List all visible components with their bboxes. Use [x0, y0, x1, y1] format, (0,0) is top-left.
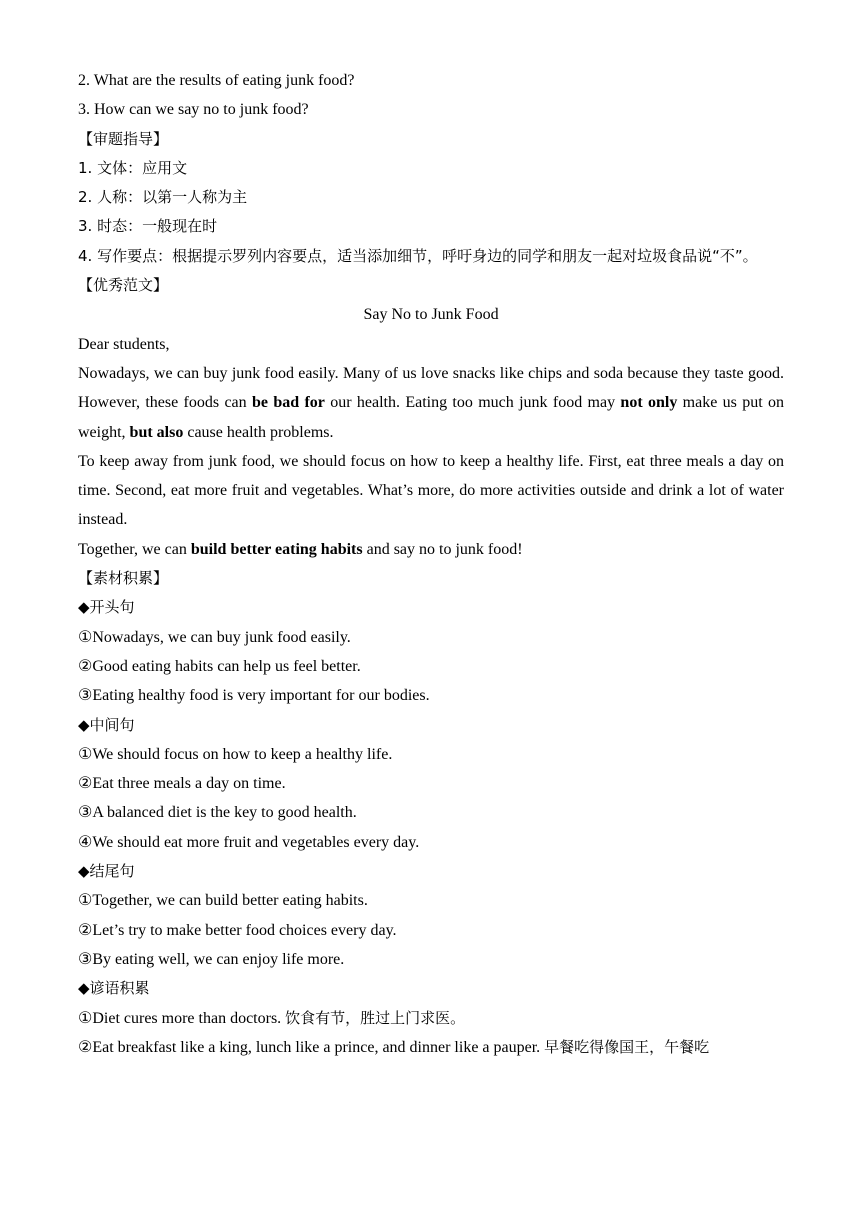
opening-item — [78, 681, 784, 710]
guide-heading: 【审题指导】 — [78, 129, 169, 148]
opening-item — [78, 652, 784, 681]
essay-title: Say No to Junk Food — [363, 306, 499, 324]
item-number: ② — [78, 1038, 93, 1056]
opening-item — [78, 623, 784, 652]
item-number: ② — [78, 775, 93, 793]
guide-item-points: 4. 写作要点：根据提示罗列内容要点，适当添加细节，呼吁身边的同学和朋友一起对垃圾食品说“不”。 — [78, 246, 758, 265]
materials-heading: 【素材积累】 — [78, 569, 169, 588]
proverb-item — [78, 1004, 784, 1033]
guide-item-person: 2. 人称：以第一人称为主 — [78, 188, 248, 207]
question-3: 3. How can we say no to junk food? — [78, 101, 309, 119]
middle-item — [78, 740, 784, 769]
ending-label: ◆结尾句 — [78, 862, 135, 881]
essay-paragraph-2: To keep away from junk food, we should focus on how to keep a healthy life. First, eat three meals a day on time. Second, eat more fruit and vegetables. What’s more, do more activities outside and drink a lot of water instead. — [78, 452, 784, 529]
middle-item — [78, 828, 784, 857]
item-text: Eating healthy food is very important for our bodies. — [92, 687, 430, 705]
item-text: We should focus on how to keep a healthy life. — [92, 745, 393, 763]
p3-bold-phrase: build better eating habits — [190, 540, 363, 558]
essay-paragraph-1 — [78, 359, 784, 447]
item-text: Good eating habits can help us feel better. — [92, 657, 361, 675]
p1-text-e: cause health problems. — [183, 423, 334, 441]
item-text: Eat three meals a day on time. — [92, 775, 286, 793]
item-text: Nowadays, we can buy junk food easily. — [92, 628, 351, 646]
middle-item — [78, 769, 784, 798]
proverb-item — [78, 1033, 784, 1062]
p1-text-a: Nowadays, we can buy junk food easily. Many of us love snacks like chips and soda because they taste good. However, these foods can — [78, 364, 784, 412]
ending-item — [78, 945, 784, 974]
p1-bold-phrase-2: not only — [620, 394, 678, 412]
ending-item — [78, 916, 784, 945]
p3-text-a: Together, we can — [78, 540, 191, 558]
item-text: Eat breakfast like a king, lunch like a prince, and dinner like a pauper. — [92, 1038, 541, 1056]
middle-label: ◆中间句 — [78, 715, 135, 734]
item-text: A balanced diet is the key to good health. — [92, 804, 357, 822]
guide-item-tense: 3. 时态：一般现在时 — [78, 217, 218, 236]
p1-bold-phrase-3: but also — [129, 423, 184, 441]
item-translation: 饮食有节，胜过上门求医。 — [285, 1008, 466, 1027]
opening-label: ◆开头句 — [78, 598, 135, 617]
proverbs-label: ◆谚语积累 — [78, 979, 150, 998]
item-number: ① — [78, 892, 93, 910]
sample-heading: 【优秀范文】 — [78, 276, 169, 295]
p3-text-c: and say no to junk food! — [362, 540, 523, 558]
item-translation: 早餐吃得像国王，午餐吃 — [544, 1037, 710, 1056]
p1-text-d: make us put on weight, — [78, 394, 784, 441]
item-number: ① — [78, 745, 93, 763]
p1-bold-phrase-1: be bad for — [251, 394, 325, 412]
middle-item — [78, 798, 784, 827]
guide-item-genre: 1. 文体：应用文 — [78, 158, 188, 177]
essay-greeting: Dear students, — [78, 335, 170, 353]
item-number: ④ — [78, 833, 93, 851]
item-number: ③ — [78, 804, 93, 822]
item-number: ② — [78, 657, 93, 675]
item-text: Let’s try to make better food choices every day. — [92, 921, 397, 939]
item-number: ③ — [78, 950, 93, 968]
item-number: ① — [78, 1009, 93, 1027]
question-2: 2. What are the results of eating junk food? — [78, 72, 355, 89]
essay-paragraph-3 — [78, 535, 784, 564]
item-text: We should eat more fruit and vegetables every day. — [92, 833, 420, 851]
item-text: By eating well, we can enjoy life more. — [92, 950, 345, 968]
item-number: ① — [78, 628, 93, 646]
ending-item — [78, 886, 784, 915]
item-text: Together, we can build better eating habits. — [92, 892, 368, 910]
item-number: ③ — [78, 687, 93, 705]
p1-text-c: our health. Eating too much junk food may — [324, 394, 621, 412]
document-page — [78, 66, 784, 1062]
item-text: Diet cures more than doctors. — [92, 1009, 282, 1027]
item-number: ② — [78, 921, 93, 939]
